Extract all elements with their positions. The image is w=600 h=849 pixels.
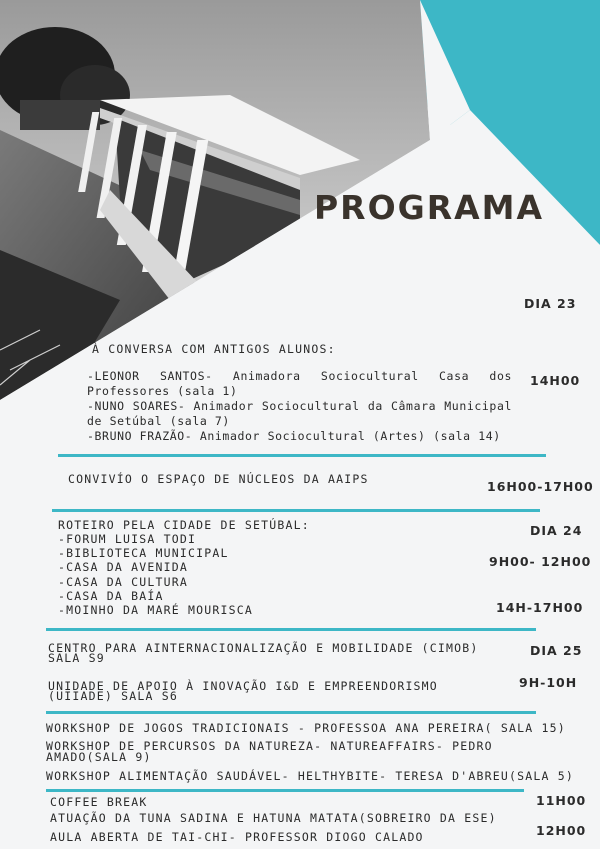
list-item: -CASA DA AVENIDA xyxy=(58,560,188,575)
list-item: -MOINHO DA MARÉ MOURISCA xyxy=(58,603,253,618)
divider xyxy=(58,454,546,457)
page-title: PROGRAMA xyxy=(314,188,545,227)
tour-heading: ROTEIRO PELA CIDADE DE SETÚBAL: xyxy=(58,518,310,532)
divider xyxy=(46,711,536,714)
taichi-time: 12H00 xyxy=(536,823,587,838)
list-item: -FORUM LUISA TODI xyxy=(58,532,197,546)
workshop-item: WORKSHOP DE PERCURSOS DA NATUREZA- NATUREAFFAIRS- PEDRO AMADO(SALA 9) xyxy=(46,739,493,764)
divider xyxy=(46,789,524,792)
divider xyxy=(52,509,540,512)
speaker-item: -NUNO SOARES- Animador Sociocultural da Câmara Municipal de Setúbal (sala 7) xyxy=(87,399,512,428)
social-event: CONVIVÍO O ESPAÇO DE NÚCLEOS DA AAIPS xyxy=(68,472,369,486)
tour-time-morning: 9H00- 12H00 xyxy=(489,554,592,569)
workshop-item: WORKSHOP DE JOGOS TRADICIONAIS - PROFESSOA ANA PEREIRA( SALA 15) xyxy=(46,721,566,735)
tuna-performance: ATUAÇÃO DA TUNA SADINA E HATUNA MATATA(SOBREIRO DA ESE) xyxy=(50,811,497,825)
speaker-item: -LEONOR SANTOS- Animadora Sociocultural Casa dos Professores (sala 1) xyxy=(87,369,512,398)
day-24-label: DIA 24 xyxy=(530,523,583,538)
day-25-label: DIA 25 xyxy=(530,643,583,658)
list-item: -CASA DA BAÍA xyxy=(58,588,164,603)
coffee-break: COFFEE BREAK xyxy=(50,795,148,809)
day-23-label: DIA 23 xyxy=(524,296,577,311)
session-time: 9H-10H xyxy=(519,675,578,690)
tour-stops-list xyxy=(58,532,253,617)
workshop-item: WORKSHOP ALIMENTAÇÃO SAUDÁVEL- HELTHYBITE- TERESA D'ABREU(SALA 5) xyxy=(46,769,575,783)
taichi-class: AULA ABERTA DE TAI-CHI- PROFESSOR DIOGO CALADO xyxy=(50,830,424,844)
coffee-time: 11H00 xyxy=(536,793,587,808)
list-item: -BIBLIOTECA MUNICIPAL xyxy=(58,546,229,561)
speakers-list xyxy=(87,369,512,444)
talk-heading: À CONVERSA COM ANTIGOS ALUNOS: xyxy=(92,342,336,356)
cimob-item: CENTRO PARA AINTERNACIONALIZAÇÃO E MOBILIDADE (CIMOB) SALA S9 xyxy=(48,641,479,665)
uiiade-item: UNIDADE DE APOIO À INOVAÇÃO I&D E EMPREENDORISMO (UIIADE) SALA S6 xyxy=(48,679,438,703)
list-item: -CASA DA CULTURA xyxy=(58,574,188,589)
tour-time-afternoon: 14H-17H00 xyxy=(496,600,584,615)
speaker-item: -BRUNO FRAZÃO- Animador Sociocultural (Artes) (sala 14) xyxy=(87,429,501,443)
talk-time: 14H00 xyxy=(530,373,581,388)
social-time: 16H00-17H00 xyxy=(487,479,594,494)
divider xyxy=(46,628,536,631)
